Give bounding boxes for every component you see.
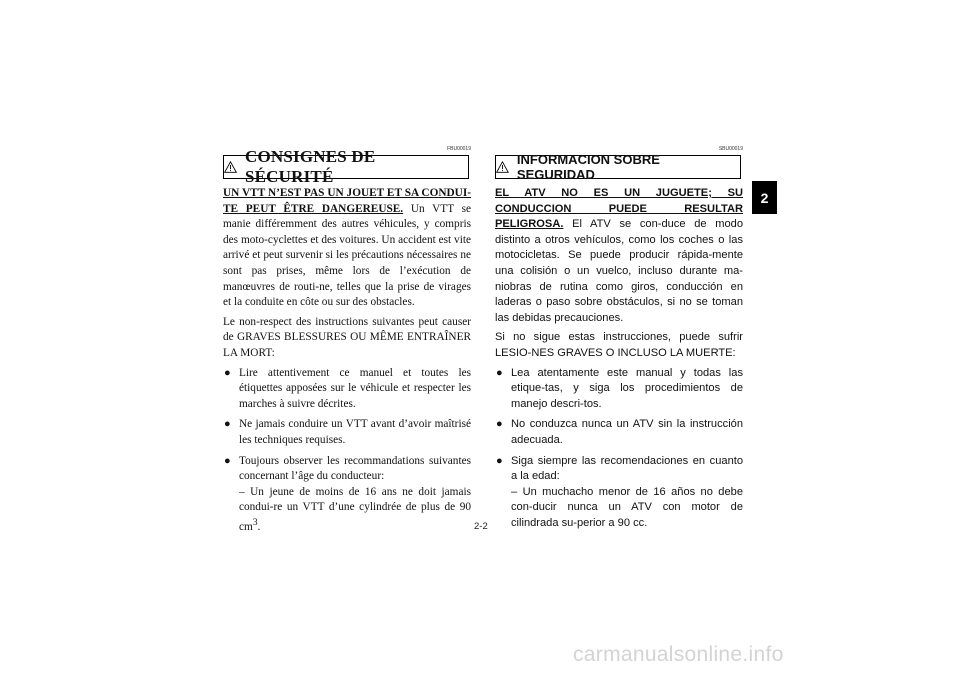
section-code: FBU00019 bbox=[447, 146, 471, 152]
body-text bbox=[495, 186, 743, 536]
section-title: INFORMACION SOBRE SEGURIDAD bbox=[516, 152, 660, 182]
body-text bbox=[223, 186, 471, 540]
lead-warning: EL ATV NO ES UN JUGUETE; SU CONDUCCION PUEDE RESULTAR PELIGROSA. bbox=[495, 187, 743, 231]
bullet-dot: ● bbox=[496, 418, 503, 431]
section-title-box bbox=[495, 152, 741, 182]
bullet-item bbox=[495, 454, 743, 532]
sub-bullet-text: – Un jeune de moins de 16 ans ne doit jamais condui-re un VTT d’une cylindrée de plus de 90 cm bbox=[239, 485, 471, 533]
intro-paragraph bbox=[223, 186, 471, 311]
watermark: carmanualsonline.info bbox=[573, 643, 784, 666]
bullet-dot: ● bbox=[224, 454, 231, 467]
superscript: 3 bbox=[252, 517, 258, 528]
bullet-item bbox=[223, 366, 471, 413]
bullet-text: Lea atentamente este manual y todas las etique-tas, y siga los procedimientos de manejo descri-tos. bbox=[511, 366, 743, 410]
lead-warning: UN VTT N’EST PAS UN JOUET ET SA CONDUI-TE PEUT ÊTRE DANGEREUSE. bbox=[223, 187, 471, 215]
intro-paragraph bbox=[495, 186, 743, 326]
bullet-dot: ● bbox=[224, 418, 231, 431]
bullet-text: Ne jamais conduire un VTT avant d’avoir maîtrisé les techniques requises. bbox=[239, 418, 471, 446]
bullet-item bbox=[495, 366, 743, 413]
sub-bullet: – Un muchacho menor de 16 años no debe con-ducir nunca un ATV con motor de cilindrada su-perior a 90 cc. bbox=[511, 485, 743, 529]
bullet-item bbox=[495, 417, 743, 448]
page-number: 2-2 bbox=[474, 521, 488, 532]
bullet-text: Siga siempre las recomendaciones en cuanto a la edad: bbox=[511, 454, 743, 483]
section-code: SBU00019 bbox=[718, 146, 743, 152]
warning-triangle-icon bbox=[496, 161, 509, 173]
warning-paragraph: Le non-respect des instructions suivantes peut causer de GRAVES BLESSURES OU MÊME ENTRAÎNER LA MORT: bbox=[223, 315, 471, 359]
warning-paragraph: Si no sigue estas instrucciones, puede sufrir LESIO-NES GRAVES O INCLUSO LA MUERTE: bbox=[495, 331, 743, 359]
bullet-item bbox=[223, 454, 471, 536]
bullet-dot: ● bbox=[224, 366, 231, 379]
sub-bullet-end: . bbox=[257, 520, 261, 533]
bullet-text: Toujours observer les recommandations suivantes concernant l’âge du conducteur: bbox=[239, 454, 471, 483]
bullet-item bbox=[223, 417, 471, 448]
bullet-dot: ● bbox=[496, 366, 503, 379]
intro-text: Un VTT se manie différemment des autres véhicules, y compris des moto-cyclettes et des voitures. Un accident est vite arrivé et peut survenir si les précautions nécessaires ne sont pas prises, même lors de l’exécution de manœuvres de routi-ne, telles que la prise de virages et la conduite en côte ou sur des obstacles. bbox=[223, 202, 471, 309]
section-title: CONSIGNES DE SÉCURITÉ bbox=[244, 147, 376, 186]
chapter-tab: 2 bbox=[752, 181, 777, 214]
bullet-text: No conduzca nunca un ATV sin la instrucción adecuada. bbox=[511, 418, 743, 446]
bullet-text: Lire attentivement ce manuel et toutes les étiquettes apposées sur le véhicule et respecter les marches à suivre décrites. bbox=[239, 366, 471, 410]
intro-text: El ATV se con-duce de modo distinto a otros vehículos, como los coches o las motocicletas. Se puede producir rápida-mente una colisión o un vuelco, incluso durante ma-niobras de rutina como giros, conducción en laderas o paso sobre obstáculos, si no se toman las debidas precauciones. bbox=[495, 218, 743, 324]
warning-triangle-icon bbox=[224, 161, 237, 173]
bullet-dot: ● bbox=[496, 454, 503, 467]
sub-bullet bbox=[239, 485, 471, 536]
